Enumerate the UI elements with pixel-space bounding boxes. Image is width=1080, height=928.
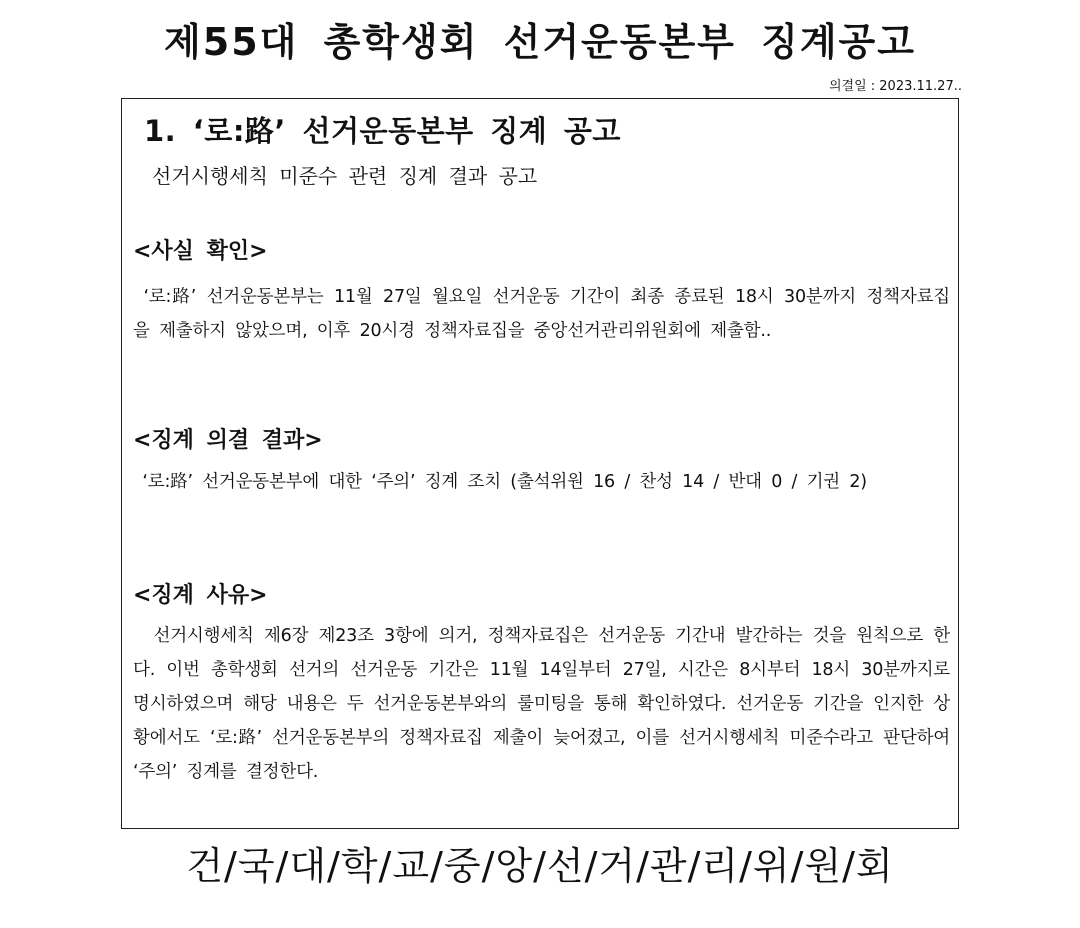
notice-heading: 1. ‘로:路’ 선거운동본부 징계 공고 — [144, 114, 621, 148]
committee-signature: 건/국/대/학/교/중/앙/선/거/관/리/위/원/회 — [186, 844, 894, 888]
section-body-fact-check: ‘로:路’ 선거운동본부는 11월 27일 월요일 선거운동 기간이 최종 종료된 18시 30분까지 정책자료집을 제출하지 않았으며, 이후 20시경 정책자료집을 중앙선거관리위원회에 제출함.. — [133, 287, 950, 341]
notice-subtitle: 선거시행세칙 미준수 관련 징계 결과 공고 — [152, 164, 538, 188]
section-heading-reason: <징계 사유> — [133, 583, 268, 608]
notice-box — [121, 98, 959, 829]
section-heading-fact-check: <사실 확인> — [133, 239, 268, 264]
section-body-reason: 선거시행세칙 제6장 제23조 3항에 의거, 정책자료집은 선거운동 기간내 발간하는 것을 원칙으로 한다. 이번 총학생회 선거의 선거운동 기간은 11월 14일부터 27일, 시간은 8시부터 18시 30분까지로 명시하였으며 해당 내용은 두 선거운동본부와의 룰미팅을 통해 확인하였다. 선거운동 기간을 인지한 상황에서도 ‘로:路’ 선거운동본부의 정책자료집 제출이 늦어졌고, 이를 선거시행세칙 미준수라고 판단하여 ‘주의’ 징계를 결정한다. — [133, 626, 960, 782]
decision-date: 의결일 : 2023.11.27.. — [828, 79, 962, 94]
section-body-resolution: ‘로:路’ 선거운동본부에 대한 ‘주의’ 징계 조치 (출석위원 16 / 찬성 14 / 반대 0 / 기권 2) — [133, 472, 867, 492]
document-title: 제55대 총학생회 선거운동본부 징계공고 — [164, 20, 916, 64]
section-heading-resolution: <징계 의결 결과> — [133, 428, 323, 453]
